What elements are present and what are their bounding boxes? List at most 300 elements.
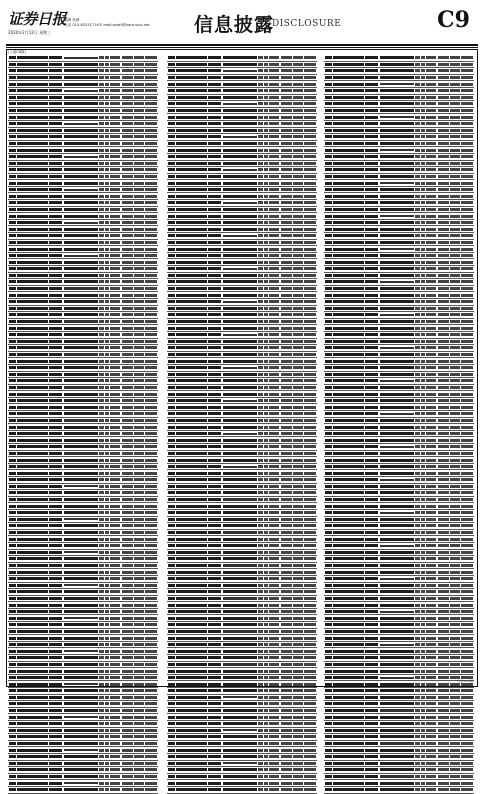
cell-text	[17, 604, 48, 607]
table-cell	[121, 688, 134, 695]
table-cell	[167, 94, 175, 101]
table-row	[167, 371, 317, 378]
cell-text	[122, 89, 133, 92]
cell-text	[269, 689, 279, 692]
cell-text	[145, 749, 158, 752]
table-cell	[109, 674, 121, 681]
table-cell	[134, 767, 145, 774]
cell-text	[258, 129, 262, 132]
cell-text	[223, 557, 258, 560]
cell-text	[99, 313, 103, 316]
editor-line: 编辑 孙倩	[64, 18, 80, 22]
table-cell	[280, 437, 293, 444]
table-cell	[207, 298, 222, 305]
table-cell	[207, 384, 222, 391]
table-row	[167, 384, 317, 391]
table-cell	[8, 509, 16, 516]
table-row	[167, 200, 317, 207]
cell-text	[17, 188, 48, 191]
cell-text	[281, 208, 292, 211]
cell-text	[17, 472, 48, 475]
table-cell	[63, 786, 99, 793]
table-cell	[175, 529, 207, 536]
table-cell	[121, 180, 134, 187]
table-cell	[16, 266, 48, 273]
cell-text	[208, 590, 222, 593]
cell-text	[223, 722, 258, 725]
table-cell	[144, 602, 158, 609]
table-cell	[425, 120, 437, 127]
cell-text	[208, 663, 222, 666]
table-row	[167, 582, 317, 589]
cell-text	[17, 749, 48, 752]
table-cell	[48, 266, 63, 273]
cell-text	[105, 287, 109, 290]
table-cell	[293, 246, 304, 253]
table-cell	[109, 68, 121, 75]
cell-text	[145, 307, 158, 310]
cell-text	[223, 320, 258, 323]
cell-text	[49, 116, 63, 119]
cell-text	[168, 419, 175, 422]
cell-text	[145, 472, 158, 475]
table-cell	[16, 450, 48, 457]
table-cell	[175, 430, 207, 437]
cell-text	[105, 300, 109, 303]
table-cell	[8, 786, 16, 793]
cell-text	[258, 412, 262, 415]
table-cell	[167, 602, 175, 609]
cell-text	[134, 182, 143, 185]
cell-text	[421, 96, 425, 99]
table-cell	[48, 338, 63, 345]
cell-text	[134, 267, 143, 270]
cell-text	[304, 208, 317, 211]
cell-text	[168, 491, 175, 494]
cell-text	[134, 76, 143, 79]
cell-text	[134, 366, 143, 369]
table-cell	[121, 140, 134, 147]
cell-text	[99, 208, 103, 211]
cell-text	[176, 102, 207, 105]
cell-text	[450, 63, 459, 66]
table-cell	[48, 622, 63, 629]
cell-text	[134, 102, 143, 105]
cell-text	[269, 155, 279, 158]
table-cell	[167, 569, 175, 576]
cell-text	[281, 83, 292, 86]
cell-text	[145, 129, 158, 132]
table-cell	[293, 536, 304, 543]
cell-text	[49, 379, 63, 382]
cell-text	[293, 465, 302, 468]
cell-text	[105, 346, 109, 349]
table-cell	[293, 582, 304, 589]
cell-text	[176, 149, 207, 152]
cell-text	[269, 551, 279, 554]
cell-text	[122, 650, 133, 653]
table-cell	[303, 68, 317, 75]
cell-text	[264, 656, 268, 659]
table-cell	[121, 94, 134, 101]
cell-text	[176, 637, 207, 640]
cell-text	[461, 96, 474, 99]
cell-text	[134, 742, 143, 745]
cell-text	[134, 564, 143, 567]
table-row	[167, 773, 317, 780]
table-cell	[293, 266, 304, 273]
table-cell	[63, 575, 99, 582]
cell-text	[258, 399, 262, 402]
cell-text	[122, 538, 133, 541]
cell-text	[258, 287, 262, 290]
table-cell	[121, 364, 134, 371]
table-cell	[121, 167, 134, 174]
cell-text	[168, 96, 175, 99]
cell-text	[49, 386, 63, 389]
cell-text	[269, 604, 279, 607]
table-cell	[48, 628, 63, 635]
cell-text	[258, 604, 262, 607]
table-row	[167, 529, 317, 536]
cell-text	[64, 683, 99, 685]
table-cell	[134, 457, 145, 464]
cell-text	[110, 406, 120, 409]
table-cell	[207, 331, 222, 338]
table-cell	[16, 542, 48, 549]
table-cell	[144, 635, 158, 642]
table-cell	[63, 595, 99, 602]
cell-text	[281, 135, 292, 138]
cell-text	[122, 426, 133, 429]
cell-text	[145, 544, 158, 547]
table-cell	[293, 312, 304, 319]
cell-text	[461, 129, 474, 132]
cell-text	[293, 472, 302, 475]
cell-text	[64, 142, 99, 145]
cell-text	[49, 215, 63, 218]
cell-text	[223, 577, 258, 580]
cell-text	[269, 333, 279, 336]
cell-text	[281, 637, 292, 640]
table-row	[8, 219, 158, 226]
table-cell	[207, 457, 222, 464]
cell-text	[208, 491, 222, 494]
cell-text	[17, 478, 48, 481]
cell-text	[110, 670, 120, 673]
table-cell	[8, 272, 16, 279]
table-cell	[175, 496, 207, 503]
table-row	[167, 760, 317, 767]
table-cell	[280, 285, 293, 292]
cell-text	[145, 524, 158, 527]
cell-text	[168, 709, 175, 712]
table-row	[8, 655, 158, 662]
table-cell	[268, 516, 280, 523]
table-cell	[425, 81, 437, 88]
cell-text	[49, 96, 63, 99]
table-cell	[303, 364, 317, 371]
cell-text	[122, 333, 133, 336]
table-cell	[16, 206, 48, 213]
table-cell	[450, 127, 461, 134]
table-cell	[207, 364, 222, 371]
cell-text	[223, 155, 258, 158]
table-cell	[121, 404, 134, 411]
table-cell	[121, 68, 134, 75]
table-cell	[450, 74, 461, 81]
cell-text	[258, 485, 262, 488]
cell-text	[168, 472, 175, 475]
cell-text	[281, 116, 292, 119]
table-row	[8, 734, 158, 741]
cell-text	[145, 419, 158, 422]
cell-text	[176, 676, 207, 679]
table-row	[8, 173, 158, 180]
cell-text	[110, 729, 120, 732]
cell-text	[421, 135, 425, 138]
table-cell	[134, 470, 145, 477]
table-cell	[63, 674, 99, 681]
cell-text	[145, 63, 158, 66]
cell-text	[99, 168, 103, 171]
cell-text	[168, 505, 175, 508]
table-cell	[207, 780, 222, 787]
cell-text	[304, 643, 317, 646]
table-cell	[460, 107, 474, 114]
cell-text	[264, 129, 268, 132]
cell-text	[145, 379, 158, 382]
table-cell	[280, 740, 293, 747]
cell-text	[380, 69, 415, 72]
cell-text	[208, 254, 222, 257]
cell-text	[281, 755, 292, 758]
cell-text	[9, 538, 16, 541]
table-cell	[268, 233, 280, 240]
table-cell	[144, 61, 158, 68]
table-cell	[207, 351, 222, 358]
cell-text	[264, 604, 268, 607]
cell-text	[304, 353, 317, 356]
table-row	[8, 259, 158, 266]
cell-text	[110, 208, 120, 211]
cell-text	[49, 696, 63, 699]
cell-text	[426, 83, 436, 86]
table-cell	[293, 358, 304, 365]
cell-text	[145, 340, 158, 343]
cell-text	[99, 538, 103, 541]
cell-text	[49, 188, 63, 191]
cell-text	[64, 76, 99, 79]
cell-text	[365, 69, 379, 72]
table-cell	[222, 720, 258, 727]
cell-text	[110, 465, 120, 468]
table-cell	[144, 279, 158, 286]
table-cell	[144, 424, 158, 431]
cell-text	[99, 261, 103, 264]
cell-text	[145, 366, 158, 369]
cell-text	[168, 538, 175, 541]
cell-text	[9, 102, 16, 105]
cell-text	[269, 670, 279, 673]
cell-text	[105, 571, 109, 574]
cell-text	[134, 782, 143, 785]
cell-text	[223, 169, 258, 171]
cell-text	[49, 366, 63, 369]
table-cell	[48, 160, 63, 167]
table-cell	[8, 437, 16, 444]
table-cell	[16, 298, 48, 305]
cell-text	[105, 142, 109, 145]
table-cell	[121, 134, 134, 141]
cell-text	[264, 630, 268, 633]
table-cell	[303, 529, 317, 536]
cell-text	[64, 406, 99, 409]
table-cell	[63, 490, 99, 497]
cell-text	[145, 300, 158, 303]
cell-text	[269, 630, 279, 633]
cell-text	[49, 735, 63, 738]
table-cell	[222, 786, 258, 793]
table-cell	[293, 635, 304, 642]
table-row	[167, 364, 317, 371]
cell-text	[122, 531, 133, 534]
table-row	[167, 127, 317, 134]
cell-text	[105, 755, 109, 758]
table-cell	[175, 661, 207, 668]
cell-text	[176, 116, 207, 119]
cell-text	[415, 56, 419, 59]
table-cell	[121, 226, 134, 233]
table-row	[167, 233, 317, 240]
table-cell	[280, 404, 293, 411]
cell-text	[325, 142, 332, 145]
cell-text	[223, 393, 258, 396]
cell-text	[293, 195, 302, 198]
table-cell	[280, 134, 293, 141]
cell-text	[9, 788, 16, 791]
table-row	[167, 193, 317, 200]
table-cell	[16, 444, 48, 451]
cell-text	[99, 788, 103, 791]
table-row	[167, 292, 317, 299]
table-cell	[134, 496, 145, 503]
table-cell	[293, 233, 304, 240]
table-cell	[63, 569, 99, 576]
table-cell	[268, 351, 280, 358]
table-row	[167, 160, 317, 167]
table-cell	[48, 509, 63, 516]
table-cell	[280, 186, 293, 193]
cell-text	[258, 248, 262, 251]
table-cell	[144, 655, 158, 662]
table-row	[167, 707, 317, 714]
cell-text	[17, 775, 48, 778]
cell-text	[9, 215, 16, 218]
cell-text	[9, 228, 16, 231]
cell-text	[365, 102, 379, 105]
cell-text	[110, 538, 120, 541]
table-cell	[121, 786, 134, 793]
table-cell	[303, 470, 317, 477]
table-cell	[121, 457, 134, 464]
cell-text	[281, 465, 292, 468]
cell-text	[122, 775, 133, 778]
cell-text	[304, 56, 317, 59]
cell-text	[304, 221, 317, 224]
cell-text	[208, 135, 222, 138]
table-cell	[134, 542, 145, 549]
table-cell	[63, 450, 99, 457]
cell-text	[264, 782, 268, 785]
cell-text	[105, 122, 109, 125]
table-cell	[167, 595, 175, 602]
table-cell	[48, 318, 63, 325]
cell-text	[269, 610, 279, 613]
cell-text	[110, 175, 120, 178]
cell-text	[208, 551, 222, 554]
table-cell	[222, 325, 258, 332]
table-cell	[144, 582, 158, 589]
table-cell	[8, 674, 16, 681]
table-cell	[144, 140, 158, 147]
cell-text	[168, 670, 175, 673]
table-cell	[167, 753, 175, 760]
table-cell	[293, 707, 304, 714]
table-cell	[222, 331, 258, 338]
cell-text	[105, 83, 109, 86]
table-cell	[222, 707, 258, 714]
cell-text	[269, 722, 279, 725]
cell-text	[176, 716, 207, 719]
cell-text	[64, 577, 99, 580]
cell-text	[145, 610, 158, 613]
table-cell	[109, 760, 121, 767]
cell-text	[293, 142, 302, 145]
table-cell	[134, 523, 145, 530]
cell-text	[105, 162, 109, 165]
cell-text	[365, 129, 379, 132]
cell-text	[269, 432, 279, 435]
cell-text	[110, 584, 120, 587]
table-cell	[460, 134, 474, 141]
table-cell	[324, 94, 332, 101]
table-cell	[303, 107, 317, 114]
table-cell	[303, 266, 317, 273]
table-cell	[8, 114, 16, 121]
table-cell	[109, 127, 121, 134]
table-cell	[63, 602, 99, 609]
cell-text	[208, 89, 222, 92]
cell-text	[264, 274, 268, 277]
cell-text	[105, 241, 109, 244]
cell-text	[64, 222, 99, 224]
table-cell	[207, 206, 222, 213]
cell-text	[99, 188, 103, 191]
table-cell	[268, 714, 280, 721]
table-cell	[8, 575, 16, 582]
table-cell	[280, 589, 293, 596]
cell-text	[105, 149, 109, 152]
table-cell	[303, 628, 317, 635]
cell-text	[281, 485, 292, 488]
table-cell	[175, 127, 207, 134]
table-cell	[332, 127, 364, 134]
table-cell	[48, 68, 63, 75]
table-cell	[8, 635, 16, 642]
cell-text	[223, 122, 258, 125]
cell-text	[122, 465, 133, 468]
